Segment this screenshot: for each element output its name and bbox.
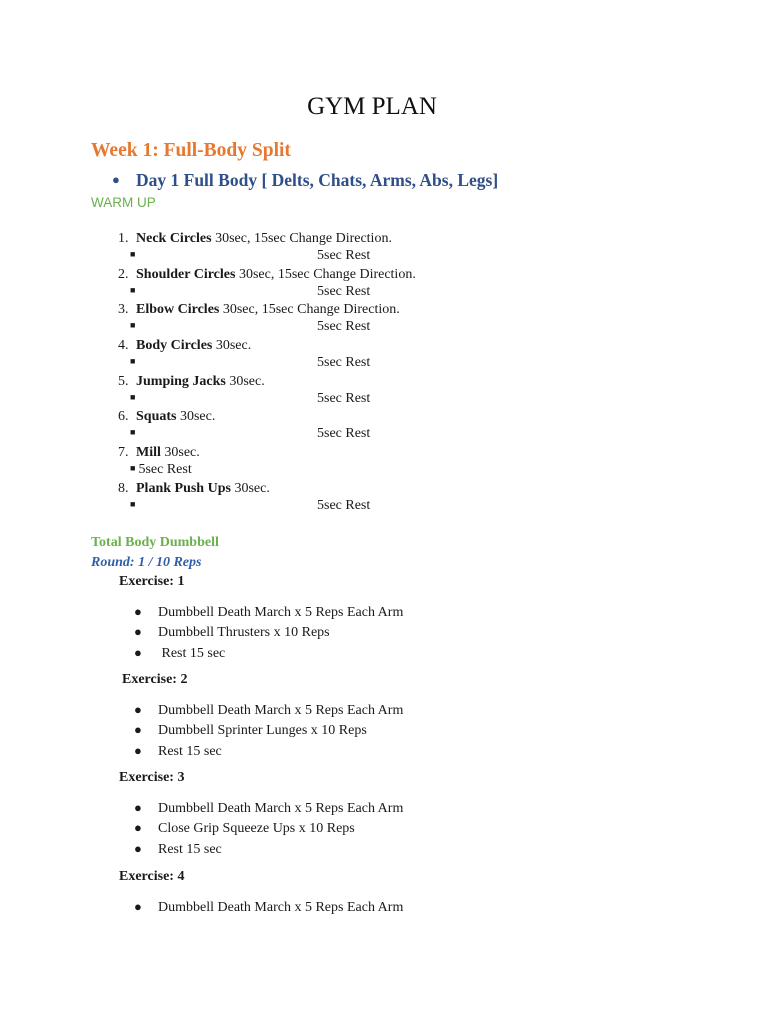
exercise-name: Jumping Jacks [136, 373, 226, 389]
square-bullet-icon: ■ [130, 427, 136, 438]
rest-line [130, 355, 371, 371]
exercise-list-item [134, 722, 403, 742]
warm-up-label: WARM UP [91, 195, 156, 210]
exercise-detail: 30sec, 15sec Change Direction. [219, 302, 400, 318]
warm-up-line [118, 338, 251, 354]
exercise-item-text: Rest 15 sec [158, 743, 222, 759]
exercise-item-text: Dumbbell Sprinter Lunges x 10 Reps [158, 723, 367, 739]
exercise-name: Elbow Circles [136, 302, 220, 318]
exercise-item-text: Rest 15 sec [158, 645, 226, 661]
exercise-list-item [134, 899, 403, 919]
day-heading-text: Day 1 Full Body [ Delts, Chats, Arms, Abs, Legs] [136, 170, 499, 190]
bullet-icon: ● [134, 742, 142, 758]
rest-text: 5sec Rest [317, 319, 371, 335]
item-number: 7. [118, 445, 129, 461]
exercise-heading: Exercise: 1 [119, 574, 185, 589]
exercise-detail: 30sec. [160, 445, 200, 461]
rest-text: 5sec Rest [317, 283, 371, 299]
square-bullet-icon: ■ [130, 320, 136, 331]
bullet-icon: ● [134, 722, 142, 738]
bullet-icon: ● [134, 624, 142, 640]
rest-line [130, 248, 371, 264]
bullet-icon: ● [134, 840, 142, 856]
bullet-icon: ● [134, 800, 142, 815]
bullet-icon: ● [134, 899, 142, 914]
week-heading: Week 1: Full-Body Split [91, 140, 291, 161]
exercise-name: Neck Circles [136, 231, 212, 246]
exercise-item-text: Dumbbell Thrusters x 10 Reps [158, 625, 330, 641]
exercise-heading: Exercise: 2 [122, 672, 188, 687]
page-title: GYM PLAN [307, 93, 437, 120]
exercise-detail: 30sec. [212, 338, 252, 354]
item-number: 4. [118, 338, 129, 354]
exercise-list-item [134, 645, 403, 665]
exercise-list [134, 604, 403, 665]
section-title: Total Body Dumbbell [91, 535, 219, 550]
warm-up-line [118, 267, 416, 283]
square-bullet-icon: ■ [130, 391, 136, 402]
rest-line [130, 319, 371, 335]
day-heading [112, 170, 498, 191]
item-number: 5. [118, 373, 129, 389]
rest-line [130, 497, 371, 514]
bullet-icon: ● [112, 172, 120, 187]
bullet-icon: ● [134, 604, 142, 619]
bullet-icon: ● [134, 702, 142, 717]
exercise-list-item [134, 800, 403, 820]
exercise-detail: 30sec. [225, 373, 265, 389]
exercise-list [134, 702, 403, 763]
warm-up-line [118, 231, 392, 247]
item-number: 3. [118, 302, 129, 318]
exercise-detail: 30sec, 15sec Change Direction. [211, 231, 392, 246]
round-label: Round: 1 / 10 Reps [91, 555, 202, 570]
exercise-detail: 30sec. [176, 409, 216, 425]
exercise-name: Plank Push Ups [136, 480, 231, 496]
exercise-list [134, 899, 403, 919]
exercise-item-text: Close Grip Squeeze Ups x 10 Reps [158, 821, 355, 837]
rest-line [130, 426, 371, 442]
bullet-icon: ● [134, 820, 142, 836]
rest-text: 5sec Rest [317, 497, 371, 513]
exercise-item-text: Dumbbell Death March x 5 Reps Each Arm [158, 900, 404, 915]
exercise-item-text: Dumbbell Death March x 5 Reps Each Arm [158, 605, 404, 620]
warm-up-line [118, 374, 265, 390]
rest-text: 5sec Rest [317, 390, 371, 406]
square-bullet-icon: ■ [130, 249, 136, 259]
item-number: 1. [118, 231, 129, 246]
exercise-heading: Exercise: 3 [119, 770, 185, 785]
rest-line [130, 462, 192, 478]
exercise-list-item [134, 743, 403, 763]
rest-text: 5sec Rest [317, 355, 371, 371]
square-bullet-icon: ■ [130, 284, 136, 295]
rest-text: 5sec Rest [317, 426, 371, 442]
item-number: 6. [118, 409, 129, 425]
exercise-list-item [134, 604, 403, 624]
exercise-name: Mill [136, 445, 161, 461]
exercise-name: Body Circles [136, 338, 213, 354]
rest-line [130, 283, 371, 300]
exercise-item-text: Dumbbell Death March x 5 Reps Each Arm [158, 703, 404, 718]
square-bullet-icon: ■ [130, 356, 136, 367]
warm-up-line [118, 302, 400, 318]
exercise-name: Squats [136, 409, 177, 425]
square-bullet-icon: ■ [130, 498, 136, 509]
rest-line [130, 390, 371, 407]
warm-up-line [118, 481, 270, 497]
exercise-list-item [134, 702, 403, 722]
exercise-detail: 30sec. [230, 480, 270, 496]
item-number: 8. [118, 480, 129, 496]
square-bullet-icon: ■ [130, 463, 136, 474]
exercise-list-item [134, 820, 403, 840]
bullet-icon: ● [134, 644, 142, 660]
rest-text: 5sec Rest [138, 462, 192, 478]
exercise-detail: 30sec, 15sec Change Direction. [235, 266, 416, 282]
exercise-item-text: Rest 15 sec [158, 841, 222, 857]
exercise-heading: Exercise: 4 [119, 869, 185, 884]
item-number: 2. [118, 266, 129, 282]
warm-up-line [118, 409, 215, 425]
exercise-list-item [134, 624, 403, 644]
exercise-name: Shoulder Circles [136, 266, 236, 282]
warm-up-line [118, 445, 200, 461]
exercise-item-text: Dumbbell Death March x 5 Reps Each Arm [158, 801, 404, 816]
exercise-list [134, 800, 403, 861]
exercise-list-item [134, 841, 403, 861]
rest-text: 5sec Rest [317, 248, 371, 263]
